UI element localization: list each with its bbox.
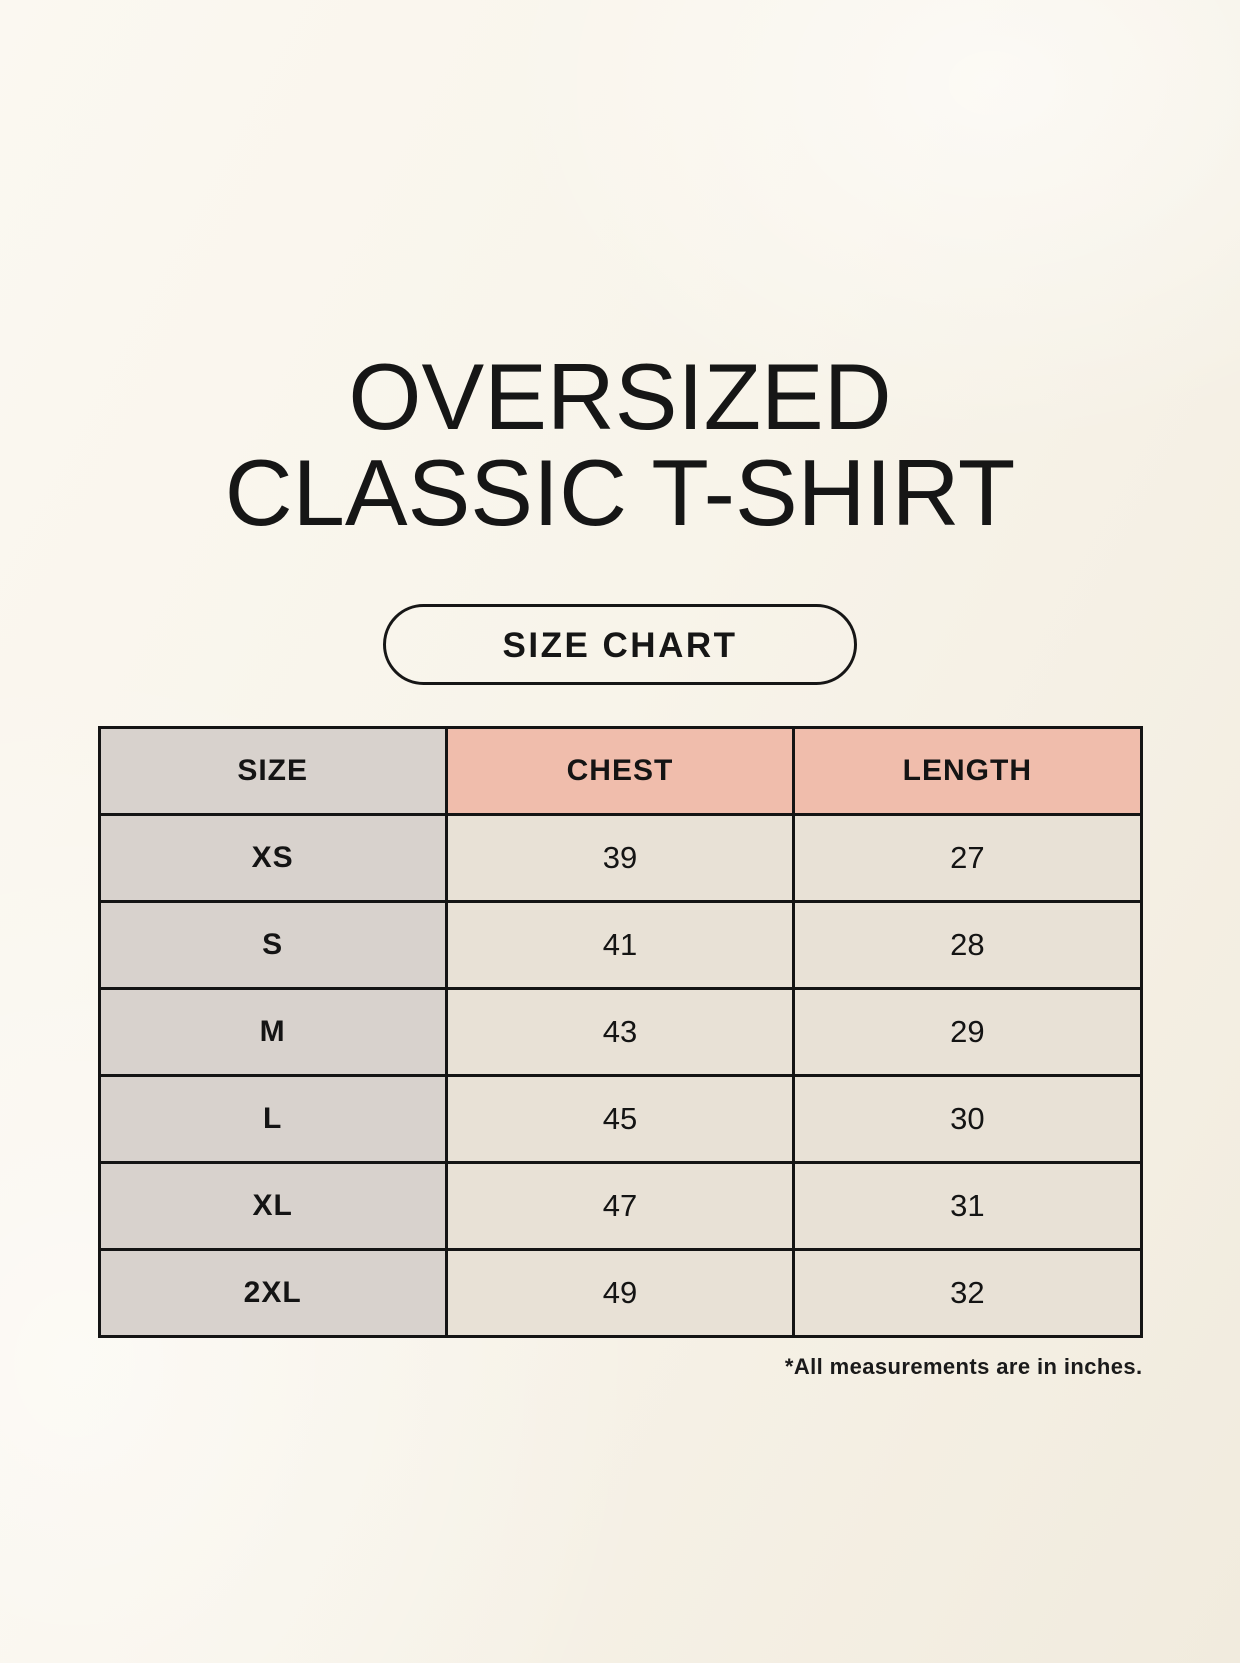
size-chart-table [98, 726, 1143, 1338]
length-cell: 27 [794, 814, 1141, 901]
header-length: LENGTH [794, 727, 1141, 814]
table-row [99, 1249, 1141, 1336]
size-cell: XL [99, 1162, 446, 1249]
chest-cell: 39 [446, 814, 793, 901]
chest-cell: 43 [446, 988, 793, 1075]
table-row [99, 814, 1141, 901]
table-row [99, 1075, 1141, 1162]
header-size: SIZE [99, 727, 446, 814]
table-row [99, 901, 1141, 988]
length-cell: 31 [794, 1162, 1141, 1249]
page-title [0, 63, 1240, 545]
chest-cell: 49 [446, 1249, 793, 1336]
size-chart-button[interactable]: SIZE CHART [383, 604, 857, 685]
size-cell: L [99, 1075, 446, 1162]
size-cell: XS [99, 814, 446, 901]
page-title-line2: CLASSIC T-SHIRT [224, 439, 1016, 545]
size-chart-button-container [0, 604, 1240, 685]
table-row [99, 1162, 1141, 1249]
header-chest: CHEST [446, 727, 793, 814]
page-title-line1: OVERSIZED [348, 343, 892, 449]
chest-cell: 41 [446, 901, 793, 988]
size-cell: S [99, 901, 446, 988]
chest-cell: 47 [446, 1162, 793, 1249]
size-cell: 2XL [99, 1249, 446, 1336]
table-header-row [99, 727, 1141, 814]
length-cell: 29 [794, 988, 1141, 1075]
measurements-note: *All measurements are in inches. [784, 1353, 1143, 1379]
length-cell: 30 [794, 1075, 1141, 1162]
size-chart-table-container [98, 726, 1143, 1338]
size-cell: M [99, 988, 446, 1075]
table-row [99, 988, 1141, 1075]
size-chart-page [0, 63, 1240, 1663]
length-cell: 28 [794, 901, 1141, 988]
chest-cell: 45 [446, 1075, 793, 1162]
length-cell: 32 [794, 1249, 1141, 1336]
